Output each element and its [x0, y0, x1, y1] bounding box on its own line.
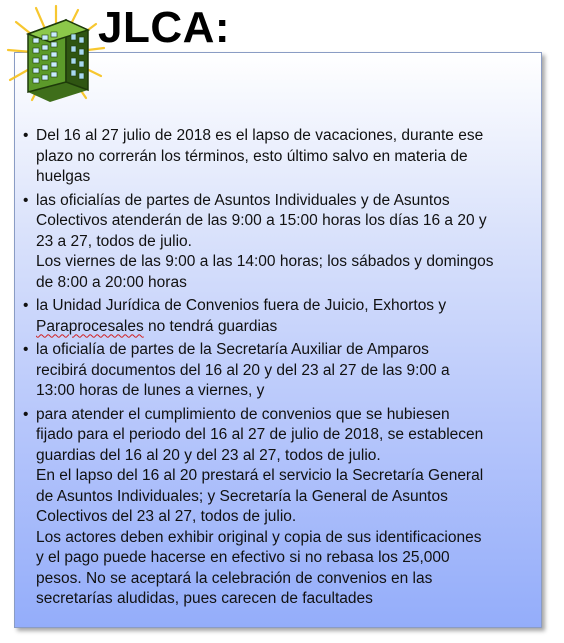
list-item	[23, 126, 543, 188]
text-line: Colectivos del 23 al 27, todos de julio.	[36, 508, 297, 525]
office-building-icon	[6, 4, 106, 104]
bullet: •	[23, 405, 29, 423]
text-line: Los viernes de las 9:00 a las 14:00 horas; los sábados y domingos	[36, 253, 494, 270]
list-item	[23, 191, 543, 294]
text-line: y el pago puede hacerse en efectivo si no rebasa los 25,000	[36, 549, 450, 566]
text-line: 13:00 horas de lunes a viernes, y	[36, 382, 265, 399]
spellcheck-word: Paraprocesales	[36, 317, 144, 335]
list-item	[23, 296, 543, 337]
text-line: la Unidad Jurídica de Convenios fuera de Juicio, Exhortos y	[36, 297, 447, 314]
list-item	[23, 405, 543, 610]
text-line: guardias del 16 al 20 y del 23 al 27, todos de julio.	[36, 446, 381, 464]
text-line: Colectivos atenderán de las 9:00 a 15:00 horas los días 16 a 20 y	[36, 212, 487, 229]
list-item	[23, 340, 543, 402]
text-line: plazo no correrán los términos, esto último salvo en materia de	[36, 147, 468, 165]
text-line: de 8:00 a 20:00 horas	[36, 273, 187, 291]
text-line: Del 16 al 27 julio de 2018 es el lapso de vacaciones, durante ese	[36, 127, 484, 144]
text-line: de Asuntos Individuales; y Secretaría la General de Asuntos	[36, 487, 448, 505]
text-line	[36, 317, 543, 338]
bullet: •	[23, 127, 29, 144]
text-line: Los actores deben exhibir original y copia de sus identificaciones	[36, 528, 482, 546]
text-line: la oficialía de partes de la Secretaría Auxiliar de Amparos	[36, 341, 429, 358]
text-line: fijado para el periodo del 16 al 27 de julio de 2018, se establecen	[36, 426, 484, 443]
text-fragment: no tendrá guardias	[143, 317, 278, 335]
bullet-list	[23, 126, 543, 613]
text-line: huelgas	[36, 168, 91, 185]
text-line: pesos. No se aceptará la celebración de convenios en las	[36, 569, 433, 587]
text-line: 23 a 27, todos de julio.	[36, 232, 192, 250]
text-line: para atender el cumplimiento de convenios que se hubiesen	[36, 405, 450, 423]
page-title: JLCA:	[98, 3, 231, 52]
text-line: las oficialías de partes de Asuntos Individuales y de Asuntos	[36, 191, 450, 209]
text-line: En el lapso del 16 al 20 prestará el servicio la Secretaría General	[36, 467, 484, 484]
text-line: recibirá documentos del 16 al 20 y del 23 al 27 de las 9:00 a	[36, 361, 450, 379]
text-line: secretarías aludidas, pues carecen de facultades	[36, 590, 373, 607]
bullet: •	[23, 341, 29, 358]
bullet: •	[23, 191, 29, 209]
bullet: •	[23, 297, 29, 314]
